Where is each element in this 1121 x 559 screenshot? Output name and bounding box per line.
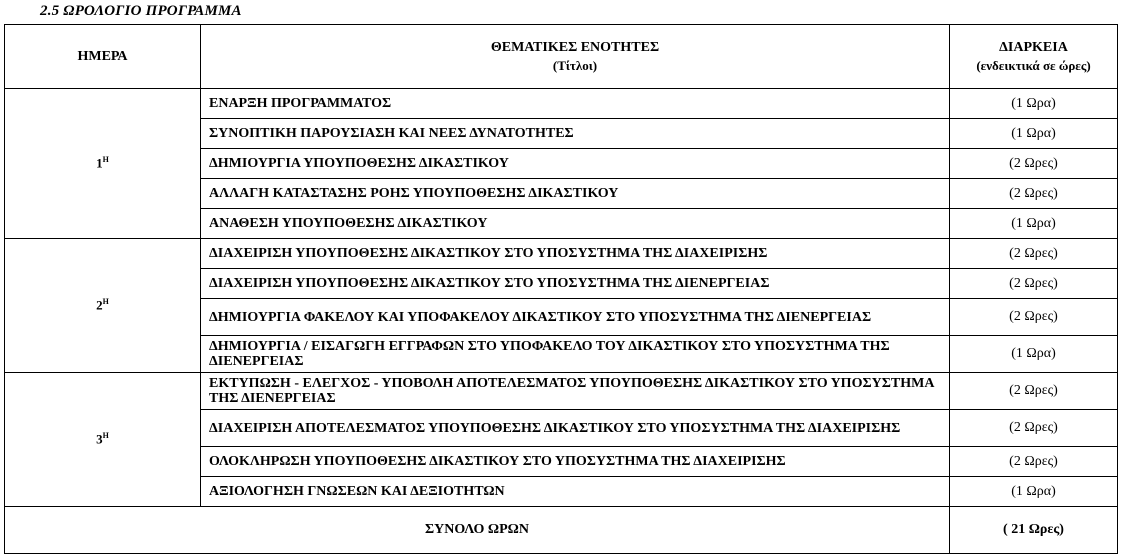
topic-cell: ΔΙΑΧΕΙΡΙΣΗ ΥΠΟΥΠΟΘΕΣΗΣ ΔΙΚΑΣΤΙΚΟΥ ΣΤΟ ΥΠΟΣΥΣΤΗΜΑ ΤΗΣ ΔΙΕΝΕΡΓΕΙΑΣ [201,269,950,299]
schedule-table [4,24,1118,554]
duration-cell: (2 Ωρες) [950,373,1118,410]
table-row [5,373,1118,410]
topic-cell: ΔΗΜΙΟΥΡΓΙΑ ΥΠΟΥΠΟΘΕΣΗΣ ΔΙΚΑΣΤΙΚΟΥ [201,149,950,179]
topic-cell: ΔΙΑΧΕΙΡΙΣΗ ΑΠΟΤΕΛΕΣΜΑΤΟΣ ΥΠΟΥΠΟΘΕΣΗΣ ΔΙΚΑΣΤΙΚΟΥ ΣΤΟ ΥΠΟΣΥΣΤΗΜΑ ΤΗΣ ΔΙΑΧΕΙΡΙΣΗΣ [201,410,950,447]
total-row [5,507,1118,554]
table-row [5,239,1118,269]
total-value: ( 21 Ωρες) [950,507,1118,554]
duration-cell: (2 Ωρες) [950,299,1118,336]
duration-cell: (2 Ωρες) [950,269,1118,299]
table-header-row [5,25,1118,89]
duration-cell: (2 Ωρες) [950,179,1118,209]
column-header-topics: ΘΕΜΑΤΙΚΕΣ ΕΝΟΤΗΤΕΣ (Τίτλοι) [201,25,950,89]
table-row [5,89,1118,119]
column-header-day: ΗΜΕΡΑ [5,25,201,89]
topic-cell: ΕΚΤΥΠΩΣΗ - ΕΛΕΓΧΟΣ - ΥΠΟΒΟΛΗ ΑΠΟΤΕΛΕΣΜΑΤΟΣ ΥΠΟΥΠΟΘΕΣΗΣ ΔΙΚΑΣΤΙΚΟΥ ΣΤΟ ΥΠΟΣΥΣΤΗΜΑ ΤΗΣ ΔΙΕΝΕΡΓΕΙΑΣ [201,373,950,410]
topic-cell: ΣΥΝΟΠΤΙΚΗ ΠΑΡΟΥΣΙΑΣΗ ΚΑΙ ΝΕΕΣ ΔΥΝΑΤΟΤΗΤΕΣ [201,119,950,149]
column-header-topics-subtitle: (Τίτλοι) [552,57,598,73]
topic-cell: ΑΛΛΑΓΗ ΚΑΤΑΣΤΑΣΗΣ ΡΟΗΣ ΥΠΟΥΠΟΘΕΣΗΣ ΔΙΚΑΣΤΙΚΟΥ [201,179,950,209]
day-3-cell: $3^H$ [5,373,201,507]
topic-cell: ΟΛΟΚΛΗΡΩΣΗ ΥΠΟΥΠΟΘΕΣΗΣ ΔΙΚΑΣΤΙΚΟΥ ΣΤΟ ΥΠΟΣΥΣΤΗΜΑ ΤΗΣ ΔΙΑΧΕΙΡΙΣΗΣ [201,447,950,477]
duration-cell: (1 Ωρα) [950,336,1118,373]
duration-cell: (2 Ωρες) [950,410,1118,447]
duration-cell: (2 Ωρες) [950,239,1118,269]
duration-cell: (2 Ωρες) [950,447,1118,477]
duration-cell: (1 Ωρα) [950,89,1118,119]
topic-cell: ΑΞΙΟΛΟΓΗΣΗ ΓΝΩΣΕΩΝ ΚΑΙ ΔΕΞΙΟΤΗΤΩΝ [201,477,950,507]
day-1-cell: $1^H$ [5,89,201,239]
duration-cell: (1 Ωρα) [950,119,1118,149]
duration-cell: (1 Ωρα) [950,209,1118,239]
duration-cell: (1 Ωρα) [950,477,1118,507]
total-label: ΣΥΝΟΛΟ ΩΡΩΝ [5,507,950,554]
topic-cell: ΕΝΑΡΞΗ ΠΡΟΓΡΑΜΜΑΤΟΣ [201,89,950,119]
topic-cell: ΔΗΜΙΟΥΡΓΙΑ / ΕΙΣΑΓΩΓΗ ΕΓΓΡΑΦΩΝ ΣΤΟ ΥΠΟΦΑΚΕΛΟ ΤΟΥ ΔΙΚΑΣΤΙΚΟΥ ΣΤΟ ΥΠΟΣΥΣΤΗΜΑ ΤΗΣ ΔΙΕΝΕΡΓΕΙΑΣ [201,336,950,373]
column-header-duration: ΔΙΑΡΚΕΙΑ (ενδεικτικά σε ώρες) [950,25,1118,89]
duration-cell: (2 Ωρες) [950,149,1118,179]
topic-cell: ΑΝΑΘΕΣΗ ΥΠΟΥΠΟΘΕΣΗΣ ΔΙΚΑΣΤΙΚΟΥ [201,209,950,239]
day-2-cell: $2^H$ [5,239,201,373]
topic-cell: ΔΗΜΙΟΥΡΓΙΑ ΦΑΚΕΛΟΥ ΚΑΙ ΥΠΟΦΑΚΕΛΟΥ ΔΙΚΑΣΤΙΚΟΥ ΣΤΟ ΥΠΟΣΥΣΤΗΜΑ ΤΗΣ ΔΙΕΝΕΡΓΕΙΑΣ [201,299,950,336]
topic-cell: ΔΙΑΧΕΙΡΙΣΗ ΥΠΟΥΠΟΘΕΣΗΣ ΔΙΚΑΣΤΙΚΟΥ ΣΤΟ ΥΠΟΣΥΣΤΗΜΑ ΤΗΣ ΔΙΑΧΕΙΡΙΣΗΣ [201,239,950,269]
column-header-duration-subtitle: (ενδεικτικά σε ώρες) [976,57,1091,73]
section-heading: 2.5 ΩΡΟΛΟΓΙΟ ΠΡΟΓΡΑΜΜΑ [40,3,242,19]
